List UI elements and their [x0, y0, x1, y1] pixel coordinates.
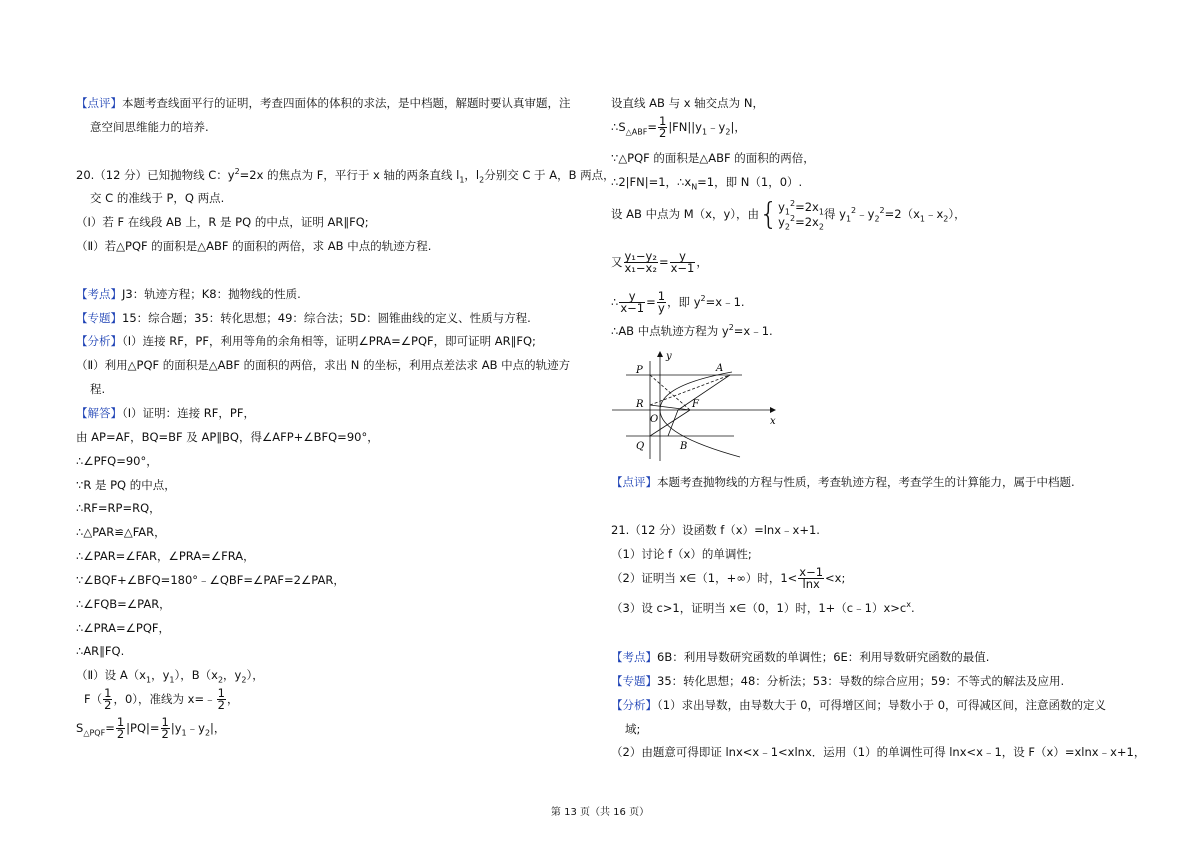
fraction: $\frac{\text{y₁−y₂}}{\text{x₁−x₂}}$ [624, 249, 657, 275]
fraction: $\frac{1}{2}$ [217, 686, 225, 712]
label-p: P [636, 365, 643, 376]
fraction: $\frac{y}{x-1}$ [620, 289, 645, 315]
solution-step-area: $S_{\triangle PQF}=$ $\frac{1}{2}$ |PQ|= $\frac{1}{2}$ $|y_1﹣y_2|$， [76, 715, 226, 741]
question-20-part-i: （Ⅰ）若 F 在线段 AB 上，R 是 PQ 的中点，证明 AR∥FQ; [76, 215, 369, 229]
review-text: 本题考查线面平行的证明，考查四面体的体积的求法，是中档题，解题时要认真审题，注 [122, 96, 571, 110]
question-20-line-2: 交 C 的准线于 P，Q 两点. [90, 191, 225, 205]
kaodian-line: 【考点】6B：利用导数研究函数的单调性；6E：利用导数研究函数的最值. [611, 650, 990, 664]
solution-answer: ∴AB 中点轨迹方程为 $y^2=x﹣1$. [611, 323, 773, 338]
label-f: F [692, 399, 699, 410]
label-q: Q [636, 441, 645, 452]
fraction: $\frac{x-1}{\ln x}$ [799, 565, 824, 591]
solution-step: ∵△PQF 的面积是△ABF 的面积的两倍， [611, 151, 815, 165]
equation-system: $y_1^2=2x_1$ $y_2^2=2x_2$ [778, 198, 824, 231]
solution-step: ∴△PAR≌△FAR， [76, 525, 166, 539]
solution-step: ∵∠BQF+∠BFQ=180°﹣∠QBF=∠PAF=2∠PAR， [76, 573, 345, 587]
solution-step: ∴∠FQB=∠PAR， [76, 597, 171, 611]
brace: { [759, 196, 779, 232]
question-21-part-3: （3）设 c>1，证明当 x∈（0，1）时，$1+(c﹣1)x>c^x$. [611, 600, 915, 615]
solution-step-system: 设 AB 中点为 M（x，y），由{$y_1^2=2x_1$ $y_2^2=2x_2$得 $y_1^2﹣y_2^2=2(x_1﹣x_2)$， [611, 196, 966, 232]
label-x: x [770, 416, 776, 427]
fenxi-line-3: （2）由题意可得即证 lnx<x﹣1<xlnx．运用（1）的单调性可得 lnx<x﹣1，设 F（x）=xlnx﹣x+1， [611, 745, 1146, 759]
review-line-2: 意空间思维能力的培养. [90, 120, 209, 134]
question-21-part-2: （2）证明当 x∈（1，+∞）时，1< $\frac{x-1}{\ln x}$ <x; [611, 565, 846, 591]
kaodian-line: 【考点】J3：轨迹方程；K8：抛物线的性质. [76, 287, 301, 301]
fenxi-line: 【分析】（Ⅰ）连接 RF，PF，利用等角的余角相等，证明∠PRA=∠PQF，即可证明 AR∥FQ; [76, 334, 536, 348]
question-20-line-1: 20.（12 分）已知抛物线 C：$y^2=2x$ 的焦点为 F，平行于 x 轴的两条直线 $l_1$，$l_2$分别交 C 于 A，B 两点， [76, 167, 615, 185]
fraction: $\frac{1}{y}$ [657, 289, 666, 315]
solution-step: （Ⅱ）设 $A(x_1$，$y_1$），$B(x_2$，$y_2$）， [76, 668, 264, 685]
page-footer: 第 13 页（共 16 页） [550, 807, 650, 818]
dashed-ra [650, 375, 730, 405]
zhuanti-line: 【专题】15：综合题；35：转化思想；49：综合法；5D：圆锥曲线的定义、性质与方程. [76, 311, 531, 325]
solution-step: ∴∠PFQ=90°， [76, 454, 158, 468]
parabola-curve [660, 372, 740, 457]
solution-step: ∴∠PRA=∠PQF， [76, 621, 170, 635]
solution-step: $\therefore S_{\triangle ABF}=$ $\frac{1}{2}$ $|FN||y_1﹣y_2|$， [611, 114, 746, 140]
solution-step: 设直线 AB 与 x 轴交点为 N， [611, 96, 764, 110]
fenxi-line-2: （Ⅱ）利用△PQF 的面积是△ABF 的面积的两倍，求出 N 的坐标，利用点差法求 AB 中点的轨迹方 [76, 358, 571, 372]
label-a: A [716, 363, 724, 374]
solution-step: ∴∠PAR=∠FAR，∠PRA=∠FRA， [76, 549, 255, 563]
question-21-part-1: （1）讨论 f（x）的单调性; [611, 547, 752, 561]
solution-step: ∴AR∥FQ. [76, 644, 125, 658]
fraction: $\frac{1}{2}$ [116, 715, 125, 741]
zhuanti-line: 【专题】35：转化思想；48：分析法；53：导数的综合应用；59：不等式的解法及应用. [611, 674, 1065, 688]
label-y: y [666, 351, 672, 362]
fraction: $\frac{1}{2}$ [658, 114, 667, 140]
fraction: $\frac{1}{2}$ [161, 715, 169, 741]
question-20-part-ii: （Ⅱ）若△PQF 的面积是△ABF 的面积的两倍，求 AB 中点的轨迹方程. [76, 239, 432, 253]
jieda-line: 【解答】（Ⅰ）证明：连接 RF，PF， [76, 406, 255, 420]
solution-step-result: ∴ $\frac{y}{x-1}$ = $\frac{1}{y}$ ，即 $y^2=x﹣1$. [611, 289, 745, 315]
x-axis-arrow [770, 407, 776, 413]
solution-step: ∵R 是 PQ 的中点， [76, 478, 176, 492]
solution-step: ∴RF=RP=RQ， [76, 501, 161, 515]
solution-step-focus: F（ $\frac{1}{2}$ ，0），准线为 x=﹣ $\frac{1}{2}$ ， [84, 686, 239, 712]
label-b: B [680, 441, 688, 452]
review-tag: 【点评】 [76, 96, 122, 110]
solution-step-slope: 又 $\frac{\text{y₁−y₂}}{\text{x₁−x₂}}$ = $\frac{y}{x-1}$ ， [611, 249, 708, 275]
fenxi-line-3: 程. [90, 382, 106, 396]
review-line [76, 95, 571, 111]
solution-step: ∴2|FN|=1，$\therefore x_N=1$，即 N（1，0）. [611, 175, 803, 192]
review-line: 【点评】本题考查抛物线的方程与性质，考查轨迹方程，考查学生的计算能力，属于中档题. [611, 475, 1075, 489]
fraction: $\frac{1}{2}$ [104, 686, 112, 712]
fenxi-line-2: 域; [625, 722, 641, 736]
label-o: O [650, 414, 659, 425]
question-21-line: 21.（12 分）设函数 f（x）=lnx﹣x+1. [611, 523, 820, 537]
fenxi-line: 【分析】（1）求出导数，由导数大于 0，可得增区间；导数小于 0，可得减区间，注意函数的定义 [611, 698, 1107, 712]
solution-step: 由 AP=AF，BQ=BF 及 AP∥BQ，得∠AFP+∠BFQ=90°， [76, 430, 379, 444]
parabola-figure [612, 349, 782, 461]
y-axis-arrow [657, 351, 663, 357]
label-r: R [636, 399, 644, 410]
segment-af [678, 375, 730, 410]
fraction: $\frac{y}{x-1}$ [670, 249, 695, 275]
